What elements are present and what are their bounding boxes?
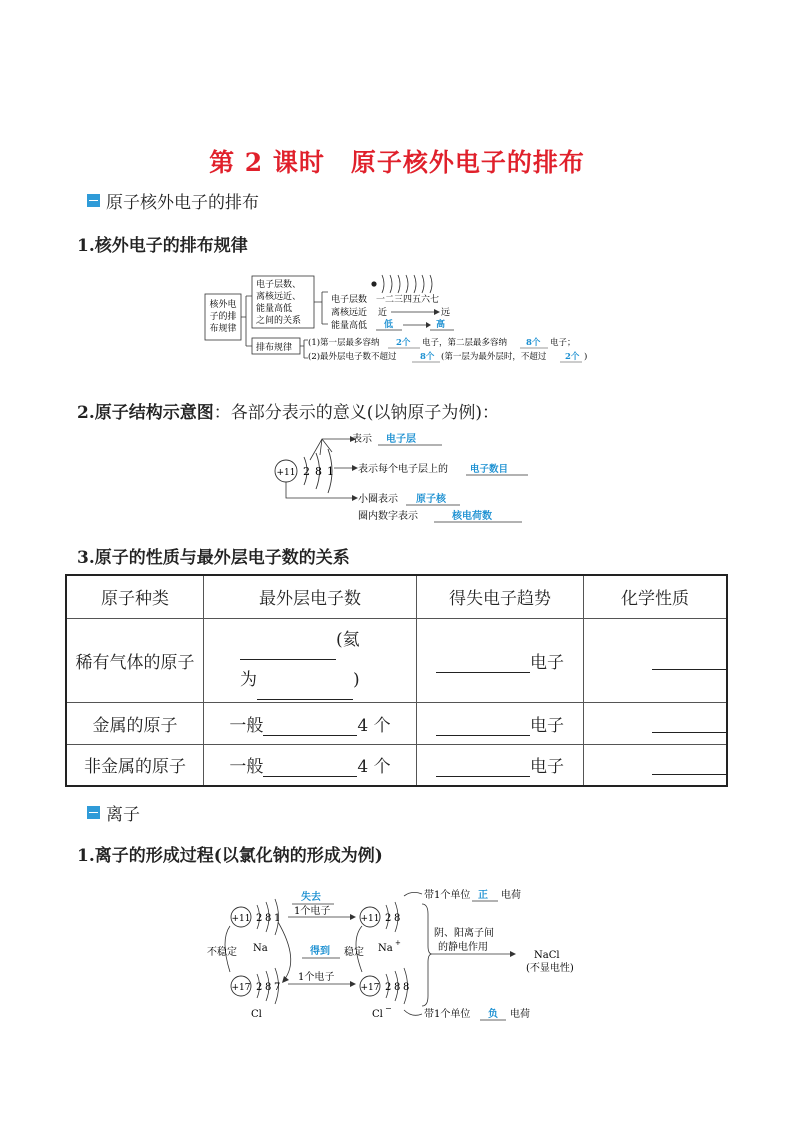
svg-text:电子，第二层最多容纳: 电子，第二层最多容纳: [422, 338, 508, 348]
svg-text:核电荷数: 核电荷数: [452, 511, 492, 522]
svg-text:1个电子: 1个电子: [298, 972, 335, 983]
svg-text:Na: Na: [378, 943, 393, 954]
svg-text:(2)最外层电子数不超过: (2)最外层电子数不超过: [308, 352, 397, 362]
svg-text:能量高低: 能量高低: [256, 304, 293, 314]
svg-text:8个: 8个: [526, 338, 541, 348]
svg-text:1个电子: 1个电子: [294, 906, 331, 917]
svg-text:8: 8: [403, 982, 410, 993]
svg-text:带1个单位: 带1个单位: [424, 890, 471, 901]
svg-text:原子核: 原子核: [416, 494, 446, 505]
table-row: 非金属的原子 一般 4 个 电子: [66, 744, 727, 786]
svg-text:(不显电性): (不显电性): [526, 963, 574, 974]
svg-text:之间的关系: 之间的关系: [256, 316, 302, 326]
svg-text:+11: +11: [276, 468, 296, 478]
page-title: 第 2 课时 原子核外电子的排布: [209, 148, 585, 177]
svg-text:1: 1: [274, 913, 281, 924]
answer-blank[interactable]: [263, 717, 357, 736]
svg-text:+11: +11: [360, 914, 380, 924]
svg-text:Na: Na: [253, 943, 268, 954]
svg-text:): ): [584, 352, 588, 362]
svg-text:离核远近: 离核远近: [331, 308, 368, 318]
svg-text:表示每个电子层上的: 表示每个电子层上的: [358, 464, 448, 475]
svg-text:8个: 8个: [420, 352, 435, 362]
svg-text:2: 2: [256, 913, 263, 924]
svg-text:8: 8: [394, 913, 401, 924]
svg-text:2: 2: [256, 982, 263, 993]
answer-blank[interactable]: [436, 758, 530, 777]
section-marker-icon: [87, 806, 100, 819]
nacl-formation-diagram: [200, 880, 600, 1030]
svg-text:得到: 得到: [310, 946, 330, 957]
svg-text:高: 高: [436, 320, 446, 330]
section-heading-ions: 离子: [87, 800, 140, 825]
nucleus-dot-icon: [371, 281, 376, 286]
shell-arcs-icon: [382, 275, 432, 293]
svg-text:+11: +11: [231, 914, 251, 924]
svg-text:8: 8: [394, 982, 401, 993]
svg-text:+17: +17: [231, 983, 251, 993]
sodium-atom-structure-diagram: [270, 425, 540, 525]
svg-text:的静电作用: 的静电作用: [438, 942, 488, 953]
svg-text:带1个单位: 带1个单位: [424, 1009, 471, 1020]
answer-blank[interactable]: [652, 756, 726, 775]
svg-text:(1)第一层最多容纳: (1)第一层最多容纳: [308, 338, 380, 348]
svg-text:阴、阳离子间: 阴、阳离子间: [434, 928, 494, 939]
answer-blank[interactable]: [263, 758, 357, 777]
svg-text:小圈表示: 小圈表示: [358, 494, 398, 505]
root-text: 布规律: [209, 324, 237, 334]
svg-text:电子层数: 电子层数: [331, 295, 368, 305]
svg-text:2个: 2个: [565, 352, 580, 362]
svg-text:近: 近: [378, 308, 388, 318]
svg-text:+: +: [395, 939, 401, 947]
arrangement-rules-diagram: [200, 268, 600, 370]
svg-text:低: 低: [384, 320, 394, 330]
svg-text:远: 远: [441, 308, 451, 318]
heading-structure-diagram: 2.原子结构示意图：各部分表示的意义(以钠原子为例)：: [77, 403, 500, 423]
svg-text:−: −: [385, 1004, 392, 1013]
svg-text:+17: +17: [360, 983, 380, 993]
root-text: 子的排: [209, 312, 237, 322]
svg-text:失去: 失去: [301, 892, 321, 903]
table-row: 金属的原子 一般 4 个 电子: [66, 702, 727, 744]
svg-text:8: 8: [315, 465, 322, 478]
svg-text:2: 2: [385, 913, 392, 924]
svg-text:(第一层为最外层时，不超过: (第一层为最外层时，不超过: [441, 352, 547, 362]
svg-text:不稳定: 不稳定: [207, 947, 237, 958]
svg-text:8: 8: [265, 913, 272, 924]
svg-text:电荷: 电荷: [510, 1009, 530, 1020]
svg-text:电子层数、: 电子层数、: [256, 280, 302, 290]
svg-text:Cl: Cl: [372, 1009, 383, 1020]
svg-text:圈内数字表示: 圈内数字表示: [358, 511, 418, 522]
heading-arrangement-rules: 1.核外电子的排布规律: [77, 236, 248, 256]
table-row: 稀有气体的原子 (氦 为 ) 电子: [66, 618, 727, 702]
atom-properties-table: [65, 574, 728, 787]
svg-text:稳定: 稳定: [344, 947, 364, 958]
brace-connector: [241, 296, 252, 346]
svg-text:负: 负: [488, 1009, 498, 1020]
svg-text:NaCl: NaCl: [534, 950, 560, 961]
answer-blank[interactable]: [652, 651, 726, 670]
svg-text:能量高低: 能量高低: [331, 321, 368, 331]
answer-blank[interactable]: [240, 641, 336, 660]
svg-text:一二三四五六七: 一二三四五六七: [376, 295, 440, 305]
answer-blank[interactable]: [436, 654, 530, 673]
root-text: 核外电: [209, 300, 237, 310]
svg-text:2个: 2个: [396, 338, 411, 348]
svg-text:电子；: 电子；: [550, 338, 576, 348]
svg-text:排布规律: 排布规律: [256, 343, 293, 353]
answer-blank[interactable]: [436, 717, 530, 736]
svg-text:正: 正: [478, 890, 488, 901]
section-marker-icon: [87, 194, 100, 207]
svg-text:电子数目: 电子数目: [470, 464, 509, 475]
svg-text:离核远近、: 离核远近、: [256, 292, 302, 302]
svg-text:7: 7: [274, 982, 281, 993]
svg-text:1: 1: [327, 465, 334, 478]
heading-properties-table: 3.原子的性质与最外层电子数的关系: [77, 548, 350, 568]
heading-ion-formation: 1.离子的形成过程(以氯化钠的形成为例): [77, 846, 383, 866]
svg-text:8: 8: [265, 982, 272, 993]
svg-text:电子层: 电子层: [386, 434, 416, 445]
svg-text:表示: 表示: [352, 434, 372, 445]
svg-text:2: 2: [303, 465, 310, 478]
answer-blank[interactable]: [257, 681, 353, 700]
svg-text:电荷: 电荷: [501, 890, 521, 901]
svg-text:2: 2: [385, 982, 392, 993]
svg-text:Cl: Cl: [251, 1009, 262, 1020]
section-heading-electron-arrangement: 原子核外电子的排布: [87, 188, 259, 213]
table-header-row: 原子种类 最外层电子数 得失电子趋势 化学性质: [66, 575, 727, 618]
answer-blank[interactable]: [652, 714, 726, 733]
